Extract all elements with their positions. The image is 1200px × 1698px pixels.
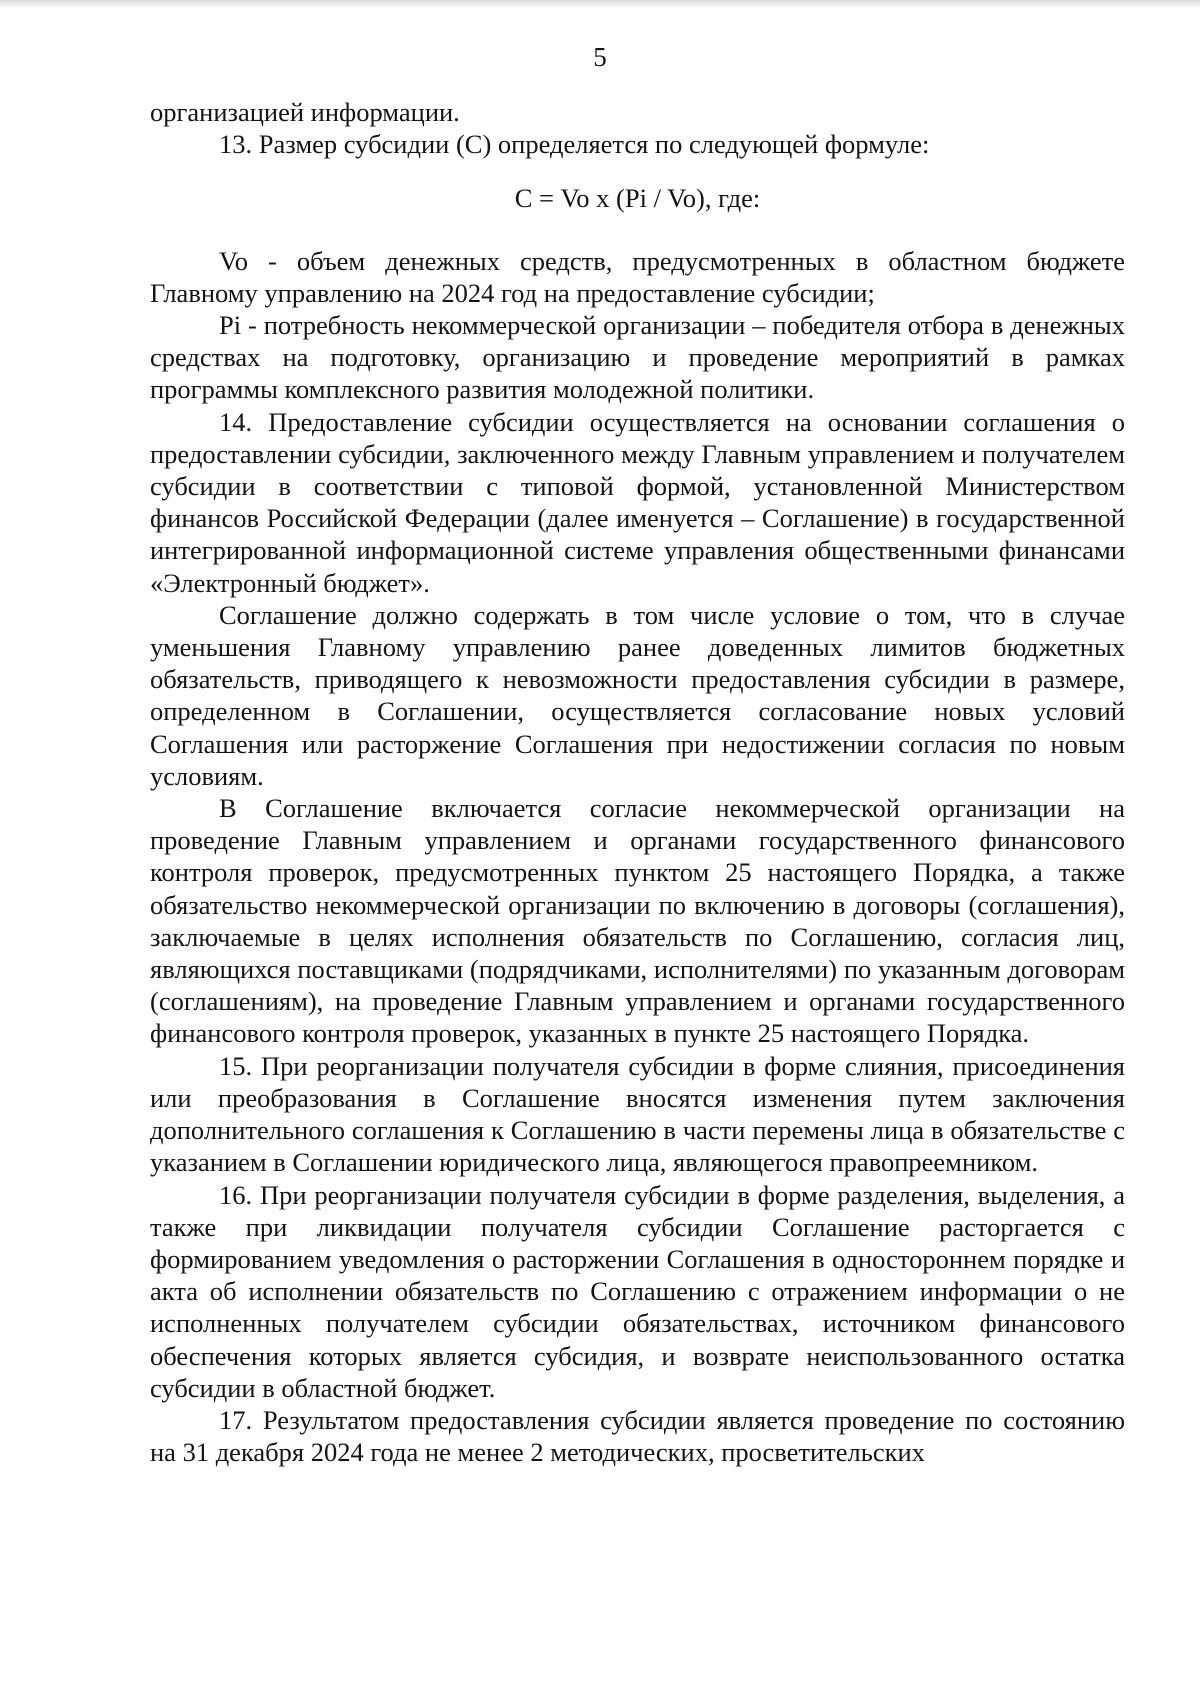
paragraph-17: 17. Результатом предоставления субсидии является проведение по состоянию на 31 декабря 2024 года не менее 2 методических, просветительских <box>150 1404 1125 1468</box>
paragraph-continuation: организацией информации. <box>150 97 460 127</box>
scan-edge <box>0 0 1200 8</box>
paragraph-13: 13. Размер субсидии (С) определяется по следующей формуле: <box>219 129 930 160</box>
paragraph-15: 15. При реорганизации получателя субсидии в форме слияния, присоединения или преобразования в Соглашение вносятся изменения путем заключения дополнительного соглашения к Соглашению в части перемены лица в обязательстве с указанием в Соглашении юридического лица, являющегося правопреемником. <box>150 1050 1125 1178</box>
formula: С = Vo x (Pi / Vo), где: <box>514 183 761 214</box>
paragraph-vo-definition: Vo - объем денежных средств, предусмотренных в областном бюджете Главному управлению на 2024 год на предоставление субсидии; <box>150 245 1125 308</box>
page-number: 5 <box>593 42 607 72</box>
paragraph-16: 16. При реорганизации получателя субсидии в форме разделения, выделения, а также при ликвидации получателя субсидии Соглашение расторгается с формированием уведомления о расторжении Соглашения в одностороннем порядке и акта об исполнении обязательств по Соглашению с отражением информации о не исполненных получателем субсидии обязательствах, источником финансового обеспечения которых является субсидия, и возврате неиспользованного остатка субсидии в областной бюджет. <box>150 1179 1125 1403</box>
paragraph-pi-definition: Pi - потребность некоммерческой организации – победителя отбора в денежных средствах на подготовку, организацию и проведение мероприятий в рамках программы комплексного развития молодежной политики. <box>150 310 1125 405</box>
paragraph-14: 14. Предоставление субсидии осуществляется на основании соглашения о предоставлении субсидии, заключенного между Главным управлением и получателем субсидии в соответствии с типовой формой, установленной Министерством финансов Российской Федерации (далее именуется – Соглашение) в государственной интегрированной информационной системе управления общественными финансами «Электронный бюджет». <box>150 406 1125 598</box>
document-body <box>150 96 1125 1468</box>
paragraph-agreement-consent: В Соглашение включается согласие некоммерческой организации на проведение Главным управлением и органами государственного финансового контроля проверок, предусмотренных пунктом 25 настоящего Порядка, а также обязательство некоммерческой организации по включению в договоры (соглашения), заключаемые в целях исполнения обязательств по Соглашению, согласия лиц, являющихся поставщиками (подрядчиками, исполнителями) по указанным договорам (соглашениям), на проведение Главным управлением и органами государственного финансового контроля проверок, указанных в пункте 25 настоящего Порядка. <box>150 793 1125 1049</box>
paragraph-agreement-condition: Соглашение должно содержать в том числе условие о том, что в случае уменьшения Главному управлению ранее доведенных лимитов бюджетных обязательств, приводящего к невозможности предоставления субсидии в размере, определенном в Соглашении, осуществляется согласование новых условий Соглашения или расторжение Соглашения при недостижении согласия по новым условиям. <box>150 599 1125 791</box>
